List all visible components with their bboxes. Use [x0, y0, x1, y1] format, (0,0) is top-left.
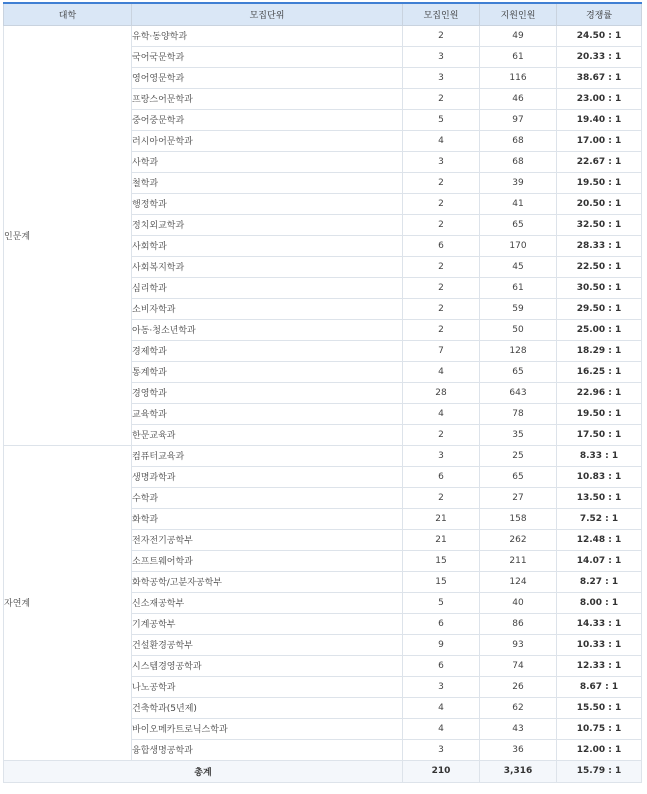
- applicants-cell: 27: [480, 487, 557, 508]
- applicants-cell: 61: [480, 277, 557, 298]
- quota-cell: 4: [403, 361, 480, 382]
- quota-cell: 3: [403, 676, 480, 697]
- ratio-cell: 12.00 : 1: [557, 739, 642, 760]
- applicants-cell: 41: [480, 193, 557, 214]
- ratio-cell: 18.29 : 1: [557, 340, 642, 361]
- ratio-cell: 24.50 : 1: [557, 25, 642, 46]
- unit-cell: 바이오메카트로닉스학과: [132, 718, 403, 739]
- applicants-cell: 36: [480, 739, 557, 760]
- applicants-cell: 26: [480, 676, 557, 697]
- ratio-cell: 10.33 : 1: [557, 634, 642, 655]
- admissions-table: [3, 2, 642, 783]
- ratio-cell: 32.50 : 1: [557, 214, 642, 235]
- unit-cell: 건설환경공학부: [132, 634, 403, 655]
- quota-cell: 3: [403, 739, 480, 760]
- header-row: [4, 3, 642, 25]
- ratio-cell: 14.33 : 1: [557, 613, 642, 634]
- applicants-cell: 62: [480, 697, 557, 718]
- applicants-cell: 211: [480, 550, 557, 571]
- applicants-cell: 116: [480, 67, 557, 88]
- applicants-cell: 170: [480, 235, 557, 256]
- quota-cell: 15: [403, 571, 480, 592]
- quota-cell: 3: [403, 67, 480, 88]
- ratio-cell: 22.67 : 1: [557, 151, 642, 172]
- ratio-cell: 8.33 : 1: [557, 445, 642, 466]
- ratio-cell: 25.00 : 1: [557, 319, 642, 340]
- applicants-cell: 643: [480, 382, 557, 403]
- unit-cell: 국어국문학과: [132, 46, 403, 67]
- unit-cell: 행정학과: [132, 193, 403, 214]
- quota-cell: 3: [403, 445, 480, 466]
- unit-cell: 사회학과: [132, 235, 403, 256]
- quota-cell: 6: [403, 466, 480, 487]
- applicants-cell: 46: [480, 88, 557, 109]
- quota-cell: 2: [403, 172, 480, 193]
- table-row: [4, 445, 642, 466]
- unit-cell: 화학공학/고분자공학부: [132, 571, 403, 592]
- quota-cell: 2: [403, 319, 480, 340]
- applicants-cell: 35: [480, 424, 557, 445]
- unit-cell: 통계학과: [132, 361, 403, 382]
- unit-cell: 철학과: [132, 172, 403, 193]
- quota-cell: 2: [403, 193, 480, 214]
- unit-cell: 교육학과: [132, 403, 403, 424]
- quota-cell: 2: [403, 88, 480, 109]
- header-college: 대학: [4, 3, 132, 25]
- ratio-cell: 13.50 : 1: [557, 487, 642, 508]
- ratio-cell: 17.50 : 1: [557, 424, 642, 445]
- college-cell: 자연계: [4, 445, 132, 760]
- quota-cell: 15: [403, 550, 480, 571]
- unit-cell: 정치외교학과: [132, 214, 403, 235]
- ratio-cell: 20.50 : 1: [557, 193, 642, 214]
- quota-cell: 21: [403, 529, 480, 550]
- unit-cell: 전자전기공학부: [132, 529, 403, 550]
- unit-cell: 한문교육과: [132, 424, 403, 445]
- quota-cell: 4: [403, 718, 480, 739]
- unit-cell: 소비자학과: [132, 298, 403, 319]
- total-quota: 210: [403, 760, 480, 782]
- applicants-cell: 59: [480, 298, 557, 319]
- unit-cell: 건축학과(5년제): [132, 697, 403, 718]
- ratio-cell: 38.67 : 1: [557, 67, 642, 88]
- quota-cell: 21: [403, 508, 480, 529]
- total-label: 총계: [4, 760, 403, 782]
- ratio-cell: 28.33 : 1: [557, 235, 642, 256]
- quota-cell: 6: [403, 235, 480, 256]
- unit-cell: 러시아어문학과: [132, 130, 403, 151]
- applicants-cell: 128: [480, 340, 557, 361]
- applicants-cell: 65: [480, 361, 557, 382]
- quota-cell: 2: [403, 277, 480, 298]
- ratio-cell: 19.40 : 1: [557, 109, 642, 130]
- college-cell: 인문계: [4, 25, 132, 445]
- unit-cell: 기계공학부: [132, 613, 403, 634]
- unit-cell: 컴퓨터교육과: [132, 445, 403, 466]
- applicants-cell: 50: [480, 319, 557, 340]
- unit-cell: 사회복지학과: [132, 256, 403, 277]
- unit-cell: 아동·청소년학과: [132, 319, 403, 340]
- applicants-cell: 78: [480, 403, 557, 424]
- quota-cell: 4: [403, 697, 480, 718]
- unit-cell: 생명과학과: [132, 466, 403, 487]
- applicants-cell: 39: [480, 172, 557, 193]
- unit-cell: 화학과: [132, 508, 403, 529]
- applicants-cell: 74: [480, 655, 557, 676]
- ratio-cell: 20.33 : 1: [557, 46, 642, 67]
- quota-cell: 3: [403, 46, 480, 67]
- applicants-cell: 40: [480, 592, 557, 613]
- ratio-cell: 30.50 : 1: [557, 277, 642, 298]
- ratio-cell: 14.07 : 1: [557, 550, 642, 571]
- unit-cell: 나노공학과: [132, 676, 403, 697]
- applicants-cell: 158: [480, 508, 557, 529]
- ratio-cell: 15.50 : 1: [557, 697, 642, 718]
- unit-cell: 심리학과: [132, 277, 403, 298]
- total-applicants: 3,316: [480, 760, 557, 782]
- unit-cell: 영어영문학과: [132, 67, 403, 88]
- unit-cell: 프랑스어문학과: [132, 88, 403, 109]
- quota-cell: 3: [403, 151, 480, 172]
- applicants-cell: 25: [480, 445, 557, 466]
- quota-cell: 2: [403, 256, 480, 277]
- header-applicants: 지원인원: [480, 3, 557, 25]
- unit-cell: 융합생명공학과: [132, 739, 403, 760]
- quota-cell: 5: [403, 592, 480, 613]
- total-ratio: 15.79 : 1: [557, 760, 642, 782]
- quota-cell: 4: [403, 403, 480, 424]
- applicants-cell: 61: [480, 46, 557, 67]
- ratio-cell: 8.00 : 1: [557, 592, 642, 613]
- quota-cell: 6: [403, 655, 480, 676]
- unit-cell: 중어중문학과: [132, 109, 403, 130]
- applicants-cell: 65: [480, 214, 557, 235]
- applicants-cell: 49: [480, 25, 557, 46]
- ratio-cell: 10.75 : 1: [557, 718, 642, 739]
- applicants-cell: 97: [480, 109, 557, 130]
- ratio-cell: 22.50 : 1: [557, 256, 642, 277]
- quota-cell: 4: [403, 130, 480, 151]
- table-row: [4, 25, 642, 46]
- quota-cell: 2: [403, 298, 480, 319]
- header-ratio: 경쟁률: [557, 3, 642, 25]
- ratio-cell: 8.67 : 1: [557, 676, 642, 697]
- unit-cell: 시스템경영공학과: [132, 655, 403, 676]
- applicants-cell: 45: [480, 256, 557, 277]
- ratio-cell: 7.52 : 1: [557, 508, 642, 529]
- unit-cell: 경영학과: [132, 382, 403, 403]
- header-quota: 모집인원: [403, 3, 480, 25]
- unit-cell: 경제학과: [132, 340, 403, 361]
- applicants-cell: 68: [480, 151, 557, 172]
- quota-cell: 7: [403, 340, 480, 361]
- ratio-cell: 10.83 : 1: [557, 466, 642, 487]
- ratio-cell: 17.00 : 1: [557, 130, 642, 151]
- quota-cell: 2: [403, 25, 480, 46]
- ratio-cell: 19.50 : 1: [557, 172, 642, 193]
- unit-cell: 유학·동양학과: [132, 25, 403, 46]
- applicants-cell: 86: [480, 613, 557, 634]
- header-unit: 모집단위: [132, 3, 403, 25]
- ratio-cell: 12.48 : 1: [557, 529, 642, 550]
- ratio-cell: 8.27 : 1: [557, 571, 642, 592]
- applicants-cell: 124: [480, 571, 557, 592]
- applicants-cell: 68: [480, 130, 557, 151]
- applicants-cell: 93: [480, 634, 557, 655]
- quota-cell: 2: [403, 214, 480, 235]
- table-body: [4, 25, 642, 760]
- quota-cell: 2: [403, 487, 480, 508]
- ratio-cell: 23.00 : 1: [557, 88, 642, 109]
- applicants-cell: 65: [480, 466, 557, 487]
- quota-cell: 5: [403, 109, 480, 130]
- quota-cell: 9: [403, 634, 480, 655]
- quota-cell: 28: [403, 382, 480, 403]
- ratio-cell: 29.50 : 1: [557, 298, 642, 319]
- unit-cell: 신소재공학부: [132, 592, 403, 613]
- ratio-cell: 12.33 : 1: [557, 655, 642, 676]
- quota-cell: 2: [403, 424, 480, 445]
- ratio-cell: 22.96 : 1: [557, 382, 642, 403]
- unit-cell: 수학과: [132, 487, 403, 508]
- total-row: [4, 760, 642, 782]
- unit-cell: 소프트웨어학과: [132, 550, 403, 571]
- unit-cell: 사학과: [132, 151, 403, 172]
- applicants-cell: 43: [480, 718, 557, 739]
- ratio-cell: 19.50 : 1: [557, 403, 642, 424]
- quota-cell: 6: [403, 613, 480, 634]
- ratio-cell: 16.25 : 1: [557, 361, 642, 382]
- applicants-cell: 262: [480, 529, 557, 550]
